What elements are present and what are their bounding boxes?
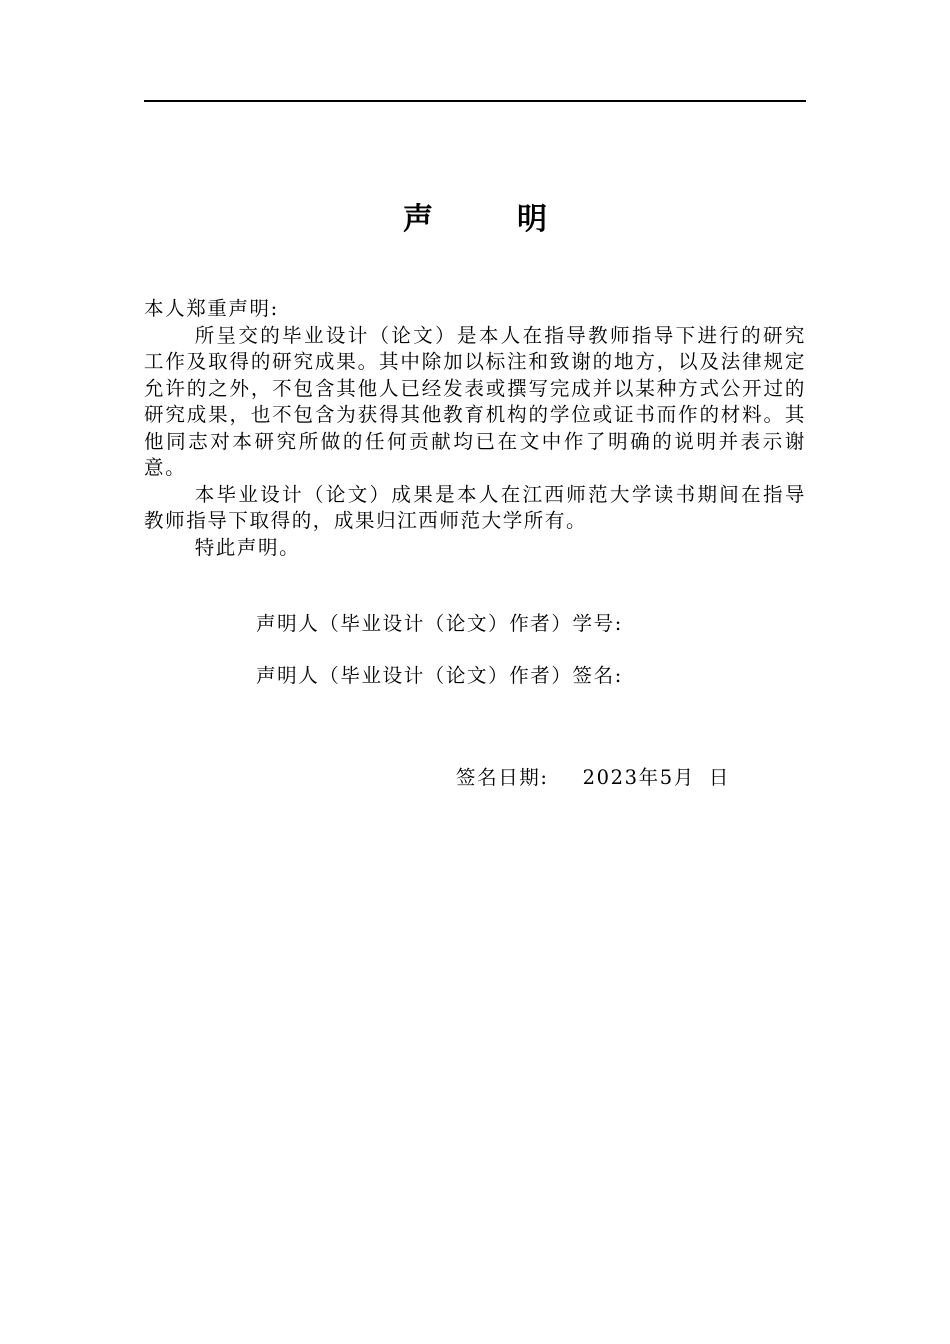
declaration-paragraph-2: 本毕业设计（论文）成果是本人在江西师范大学读书期间在指导教师指导下取得的，成果归江西师范大学所有。 <box>144 482 806 532</box>
date-year-unit: 年 <box>638 766 660 789</box>
date-month-unit: 月 <box>673 766 695 789</box>
declaration-paragraph-1: 所呈交的毕业设计（论文）是本人在指导教师指导下进行的研究工作及取得的研究成果。其中除加以标注和致谢的地方，以及法律规定允许的之外，不包含其他人已经发表或撰写完成并以某种方式公开过的研究成果，也不包含为获得其他教育机构的学位或证书而作的材料。其他同志对本研究所做的任何贡献均已在文中作了明确的说明并表示谢意。 <box>144 323 806 479</box>
date-label: 签名日期: <box>456 766 549 789</box>
signature-date-line <box>456 764 730 792</box>
signature-label: 声明人（毕业设计（论文）作者）签名: <box>256 664 623 687</box>
date-day-unit: 日 <box>708 766 730 789</box>
title-char-1: 声 <box>403 202 433 237</box>
student-id-label: 声明人（毕业设计（论文）作者）学号: <box>256 612 623 635</box>
date-month: 5 <box>659 766 674 789</box>
title-char-2: 明 <box>517 202 547 237</box>
declaration-closing: 特此声明。 <box>194 535 301 559</box>
header-rule <box>144 100 806 102</box>
signature-line <box>256 662 623 690</box>
date-year: 2023 <box>582 766 639 789</box>
declaration-opening: 本人郑重声明: <box>144 297 279 320</box>
page-title <box>144 196 806 244</box>
declaration-body <box>144 296 806 561</box>
student-id-line <box>256 610 623 638</box>
